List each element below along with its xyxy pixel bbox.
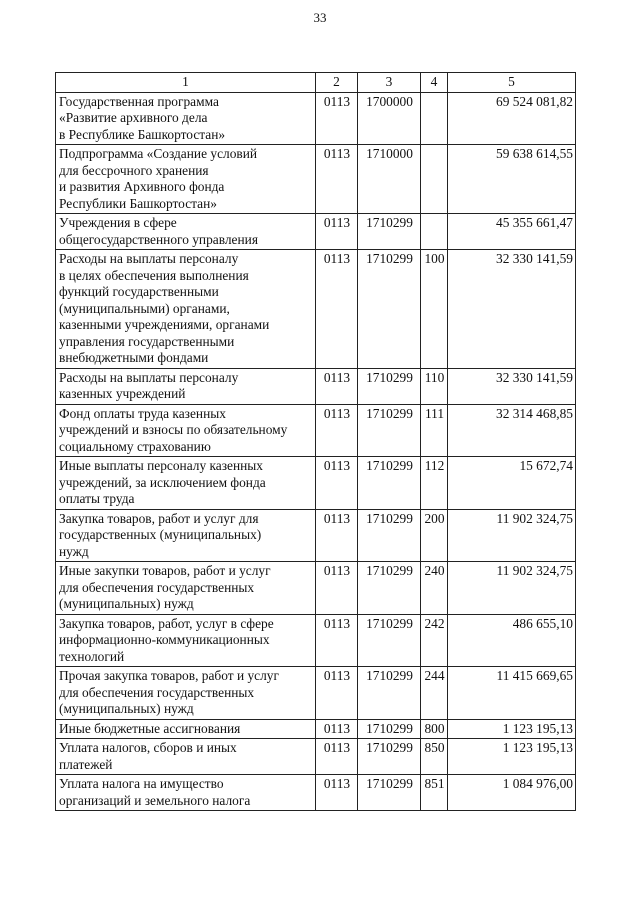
cell-name: Уплата налогов, сборов и иных платежей [56,739,316,775]
cell-section-code: 0113 [316,145,358,214]
cell-target-code: 1710299 [358,457,421,510]
cell-section-code: 0113 [316,775,358,811]
cell-name: Иные выплаты персоналу казенных учреждений, за исключением фонда оплаты труда [56,457,316,510]
cell-target-code: 1710299 [358,739,421,775]
header-col-4: 4 [421,73,448,93]
cell-amount: 69 524 081,82 [448,92,576,145]
table-row [56,719,576,739]
cell-section-code: 0113 [316,250,358,369]
header-row [56,73,576,93]
cell-section-code: 0113 [316,404,358,457]
cell-name: Государственная программа «Развитие архивного дела в Республике Башкортостан» [56,92,316,145]
cell-amount: 11 902 324,75 [448,562,576,615]
cell-section-code: 0113 [316,562,358,615]
cell-name: Расходы на выплаты персоналу казенных учреждений [56,368,316,404]
cell-expense-type: 242 [421,614,448,667]
cell-amount: 1 084 976,00 [448,775,576,811]
cell-expense-type: 200 [421,509,448,562]
cell-expense-type: 110 [421,368,448,404]
cell-name: Расходы на выплаты персоналу в целях обеспечения выполнения функций государственными (муниципальными) органами, казенными учреждениями, органами управления государственными внебюджетными фондами [56,250,316,369]
cell-target-code: 1710299 [358,775,421,811]
cell-target-code: 1700000 [358,92,421,145]
cell-target-code: 1710299 [358,368,421,404]
budget-table [55,72,576,811]
cell-amount: 59 638 614,55 [448,145,576,214]
table-row [56,667,576,720]
cell-target-code: 1710299 [358,614,421,667]
header-col-2: 2 [316,73,358,93]
cell-name: Фонд оплаты труда казенных учреждений и взносы по обязательному социальному страхованию [56,404,316,457]
cell-amount: 486 655,10 [448,614,576,667]
table-row [56,92,576,145]
table-row [56,739,576,775]
cell-amount: 11 902 324,75 [448,509,576,562]
cell-expense-type [421,92,448,145]
cell-name: Закупка товаров, работ, услуг в сфере информационно-коммуникационных технологий [56,614,316,667]
table-header [56,73,576,93]
cell-section-code: 0113 [316,739,358,775]
cell-expense-type: 100 [421,250,448,369]
cell-amount: 45 355 661,47 [448,214,576,250]
cell-expense-type [421,145,448,214]
cell-target-code: 1710299 [358,404,421,457]
cell-name: Прочая закупка товаров, работ и услуг для обеспечения государственных (муниципальных) нужд [56,667,316,720]
cell-target-code: 1710299 [358,509,421,562]
cell-target-code: 1710299 [358,250,421,369]
table-row [56,775,576,811]
table-row [56,368,576,404]
cell-name: Закупка товаров, работ и услуг для государственных (муниципальных) нужд [56,509,316,562]
cell-section-code: 0113 [316,509,358,562]
cell-name: Иные закупки товаров, работ и услуг для обеспечения государственных (муниципальных) нужд [56,562,316,615]
header-col-1: 1 [56,73,316,93]
cell-amount: 11 415 669,65 [448,667,576,720]
cell-section-code: 0113 [316,92,358,145]
header-col-3: 3 [358,73,421,93]
cell-target-code: 1710299 [358,214,421,250]
table-row [56,509,576,562]
cell-name: Подпрограмма «Создание условий для бессрочного хранения и развития Архивного фонда Республики Башкортостан» [56,145,316,214]
table-row [56,145,576,214]
header-col-5: 5 [448,73,576,93]
cell-target-code: 1710299 [358,667,421,720]
cell-amount: 1 123 195,13 [448,719,576,739]
cell-section-code: 0113 [316,368,358,404]
cell-section-code: 0113 [316,614,358,667]
cell-section-code: 0113 [316,214,358,250]
cell-expense-type: 111 [421,404,448,457]
cell-amount: 32 314 468,85 [448,404,576,457]
cell-name: Учреждения в сфере общегосударственного управления [56,214,316,250]
cell-expense-type: 112 [421,457,448,510]
cell-expense-type: 850 [421,739,448,775]
cell-expense-type: 240 [421,562,448,615]
cell-amount: 32 330 141,59 [448,368,576,404]
cell-name: Иные бюджетные ассигнования [56,719,316,739]
table-row [56,457,576,510]
table-row [56,404,576,457]
cell-section-code: 0113 [316,719,358,739]
cell-expense-type: 800 [421,719,448,739]
table-row [56,250,576,369]
cell-section-code: 0113 [316,457,358,510]
cell-expense-type: 244 [421,667,448,720]
page-number: 33 [313,10,327,25]
table-row [56,214,576,250]
cell-expense-type: 851 [421,775,448,811]
table-row [56,562,576,615]
cell-target-code: 1710000 [358,145,421,214]
cell-section-code: 0113 [316,667,358,720]
cell-amount: 1 123 195,13 [448,739,576,775]
table-body [56,92,576,811]
cell-target-code: 1710299 [358,719,421,739]
cell-amount: 32 330 141,59 [448,250,576,369]
cell-name: Уплата налога на имущество организаций и земельного налога [56,775,316,811]
cell-expense-type [421,214,448,250]
table-row [56,614,576,667]
cell-target-code: 1710299 [358,562,421,615]
cell-amount: 15 672,74 [448,457,576,510]
